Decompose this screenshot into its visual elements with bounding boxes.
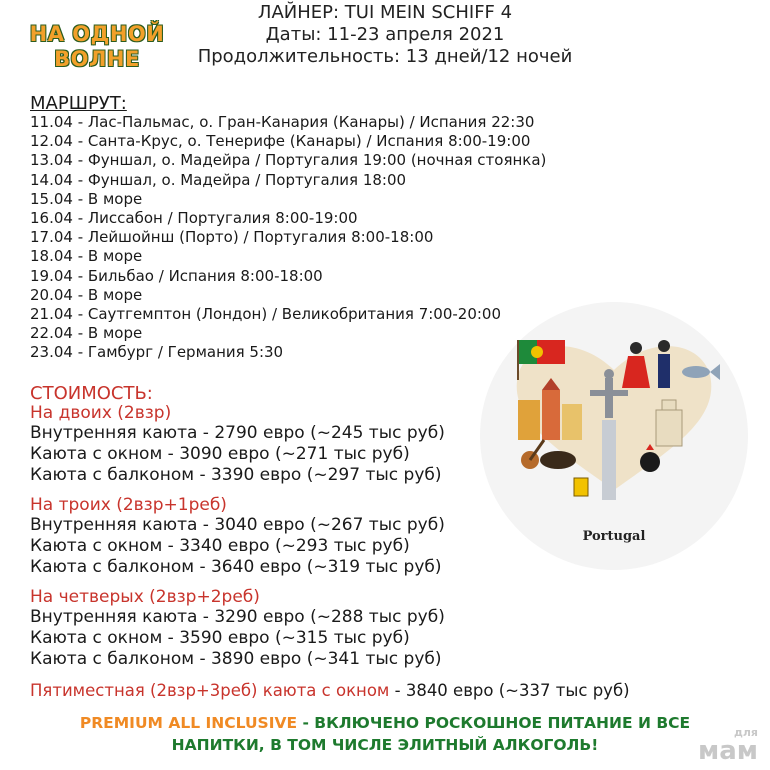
route-item: 13.04 - Фуншал, о. Мадейра / Португалия 19:00 (ночная стоянка) [30, 151, 547, 170]
route-item: 20.04 - В море [30, 285, 143, 304]
route-item: 14.04 - Фуншал, о. Мадейра / Португалия 18:00 [30, 170, 407, 189]
logo-line-2: ВОЛНЕ [54, 47, 140, 71]
price-row: Каюта с балконом - 3390 евро (~297 тыс руб) [30, 465, 442, 485]
route-item: 22.04 - В море [30, 324, 143, 343]
footer-line-2: НАПИТКИ, В ТОМ ЧИСЛЕ ЭЛИТНЫЙ АЛКОГОЛЬ! [171, 736, 599, 754]
route-item: 16.04 - Лиссабон / Португалия 8:00-19:00 [30, 209, 358, 228]
watermark-small: для [733, 726, 758, 739]
route-list [30, 113, 546, 363]
route-item: 17.04 - Лейшойнш (Порто) / Португалия 8:00-18:00 [30, 228, 434, 247]
price-row: Каюта с окном - 3340 евро (~293 тыс руб) [30, 536, 410, 556]
route-item: 19.04 - Бильбао / Испания 8:00-18:00 [30, 266, 323, 285]
price-row: Каюта с окном - 3590 евро (~315 тыс руб) [30, 628, 410, 648]
route-title: МАРШРУТ: [30, 93, 127, 114]
portugal-heart-image [478, 300, 750, 572]
price-group-label: На двоих (2взр) [30, 403, 172, 423]
route-item: 21.04 - Саутгемптон (Лондон) / Великобритания 7:00-20:00 [30, 305, 502, 324]
watermark-big: мам [697, 736, 758, 766]
footer-line-1: - ВКЛЮЧЕНО РОСКОШНОЕ ПИТАНИЕ И ВСЕ [297, 714, 691, 732]
route-item: 11.04 - Лас-Пальмас, о. Гран-Канария (Канары) / Испания 22:30 [30, 113, 535, 131]
illustration-caption: Portugal [582, 529, 646, 544]
bull-icon [540, 451, 576, 469]
premium-all-inclusive-banner [20, 712, 750, 756]
logo-line-1: НА ОДНОЙ [29, 22, 165, 46]
price-row: Внутренняя каюта - 3040 евро (~267 тыс руб) [30, 515, 445, 535]
premium-highlight: PREMIUM ALL INCLUSIVE [79, 714, 298, 732]
price-row: Каюта с балконом - 3890 евро (~341 тыс руб) [30, 649, 442, 669]
five-person-cabin-value: - 3840 евро (~337 тыс руб) [389, 681, 630, 700]
price-row: Внутренняя каюта - 3290 евро (~288 тыс руб) [30, 607, 445, 627]
liner-name: ЛАЙНЕР: TUI MEIN SCHIFF 4 [257, 2, 513, 23]
five-person-cabin-price [30, 680, 630, 702]
route-item: 18.04 - В море [30, 247, 143, 266]
price-group-two [30, 403, 445, 486]
price-group-label: На троих (2взр+1реб) [30, 495, 227, 515]
five-person-cabin-label: Пятиместная (2взр+3реб) каюта с окном [30, 681, 390, 700]
price-row: Каюта с окном - 3090 евро (~271 тыс руб) [30, 444, 410, 464]
price-row: Каюта с балконом - 3640 евро (~319 тыс руб) [30, 557, 442, 577]
route-item: 12.04 - Санта-Крус, о. Тенерифе (Канары) / Испания 8:00-19:00 [30, 132, 531, 151]
price-group-four [30, 587, 445, 670]
route-item: 23.04 - Гамбург / Германия 5:30 [30, 343, 284, 362]
cruise-header [190, 2, 580, 68]
price-group-label: На четверых (2взр+2реб) [30, 587, 260, 607]
route-item: 15.04 - В море [30, 189, 143, 208]
price-row: Внутренняя каюта - 2790 евро (~245 тыс руб) [30, 423, 445, 443]
cruise-dates: Даты: 11-23 апреля 2021 [265, 24, 505, 45]
portugal-illustration [478, 300, 750, 572]
cost-title: СТОИМОСТЬ: [30, 383, 153, 404]
cruise-duration: Продолжительность: 13 дней/12 ночей [197, 46, 573, 67]
site-watermark [698, 727, 758, 764]
tram-icon [574, 478, 588, 496]
brand-logo [22, 22, 172, 72]
price-group-three [30, 495, 445, 578]
